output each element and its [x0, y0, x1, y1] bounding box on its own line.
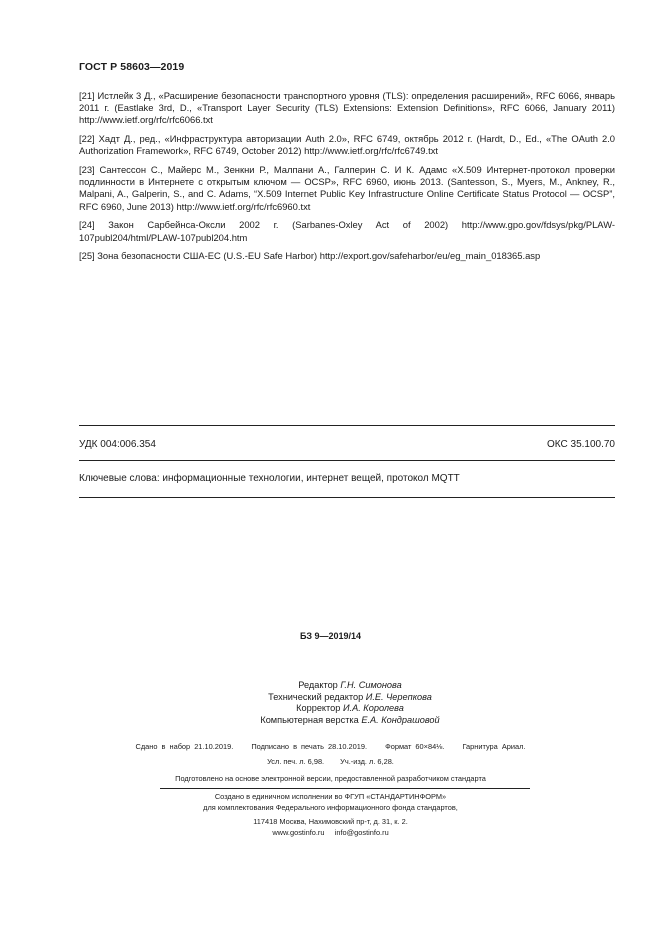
created-line-1: Создано в единичном исполнении во ФГУП «СТАНДАРТИНФОРМ»: [214, 792, 447, 801]
reference-22: [22] Хадт Д., ред., «Инфраструктура авторизации Auth 2.0», RFC 6749, октябрь 2012 г. (Hardt, D., Ed., «The OAuth 2.0 Authorization Framework», RFC 6749, October 2012) http://www.ietf.org/rfc/rfc6749.txt: [79, 133, 615, 157]
imprint-divider: [160, 788, 530, 789]
address-line: 117418 Москва, Нахимовский пр-т, д. 31, к. 2.: [253, 817, 408, 826]
signed-date: Подписано в печать 28.10.2019.: [251, 742, 368, 751]
reference-21: [21] Истлейк 3 Д., «Расширение безопасности транспортного уровня (TLS): определения расширений», RFC 6066, январь 2011 г. (Eastlake 3rd, D., «Transport Layer Security (TLS) Extensions: Extension Definitions», RFC 6066, January 2011) http://www.ietf.org/rfc/rfc6066.txt: [79, 90, 615, 126]
oks-code: ОКС 35.100.70: [547, 439, 615, 450]
editor-label: Редактор: [298, 680, 338, 690]
publication-info-line2: [0, 757, 661, 766]
print-sheets: Усл. печ. л. 6,98.: [267, 757, 325, 766]
divider-top: [79, 425, 615, 426]
editor-name: Г.Н. Симонова: [340, 680, 402, 690]
tech-editor-label: Технический редактор: [268, 691, 364, 702]
corrector-name: И.А. Королева: [342, 703, 404, 714]
publisher-sheets: Уч.-изд. л. 6,28.: [340, 757, 394, 766]
submitted-date: Сдано в набор 21.10.2019.: [135, 742, 234, 751]
prepared-note: Подготовлено на основе электронной версии, предоставленной разработчиком стандарта: [175, 774, 486, 783]
layout-name: Е.А. Кондрашовой: [361, 714, 440, 725]
typeface: Гарнитура Ариал.: [462, 742, 526, 751]
created-note: [0, 792, 661, 814]
credits-block: [200, 680, 500, 726]
tech-editor-name: И.Е. Черепкова: [365, 691, 432, 702]
udk-code: УДК 004:006.354: [79, 439, 156, 450]
reference-25: [25] Зона безопасности США-ЕС (U.S.-EU Safe Harbor) http://export.gov/safeharbor/eu/eg_main_018365.asp: [79, 250, 541, 262]
publication-info-line1: [0, 742, 661, 751]
divider-middle: [79, 460, 615, 461]
corrector-line: [200, 703, 500, 715]
divider-bottom: [79, 497, 615, 498]
keywords: Ключевые слова: информационные технологии, интернет вещей, протокол MQTT: [79, 473, 460, 484]
reference-24: [24] Закон Сарбейнса-Оксли 2002 г. (Sarbanes-Oxley Act of 2002) http://www.gpo.gov/fdsys/pkg/PLAW-107publ204/html/PLAW-107publ204.htm: [79, 219, 615, 243]
reference-23: [23] Сантессон С., Майерс М., Зенкни Р., Малпани А., Галперин С. И К. Адамс «X.509 Интернет-протокол проверки подлинности в Интернете с открытым ключом — OCSP», RFC 6960, июнь 2013. (Santesson, S., Myers, M., Ankney, R., Malpani, A., Galperin, S., and C. Adams, “X.509 Internet Public Key Infrastructure Online Certificate Status Protocol — OCSP”, RFC 6960, June 2013) http://www.ietf.org/rfc/rfc6960.txt: [79, 164, 615, 212]
layout-label: Компьютерная верстка: [260, 714, 359, 725]
tech-editor-line: [200, 692, 500, 704]
created-line-2: для комплектования Федерального информационного фонда стандартов,: [203, 802, 458, 812]
bz-number: БЗ 9—2019/14: [299, 631, 362, 641]
web-contacts: www.gostinfo.ru info@gostinfo.ru: [272, 827, 389, 837]
layout-line: [200, 715, 500, 727]
publisher-address: [0, 817, 661, 839]
editor-line: [200, 680, 500, 692]
corrector-label: Корректор: [296, 703, 341, 714]
paper-format: Формат 60×84⅛.: [385, 742, 445, 751]
document-header: ГОСТ Р 58603—2019: [79, 61, 185, 73]
bibliography-list: [79, 90, 615, 269]
